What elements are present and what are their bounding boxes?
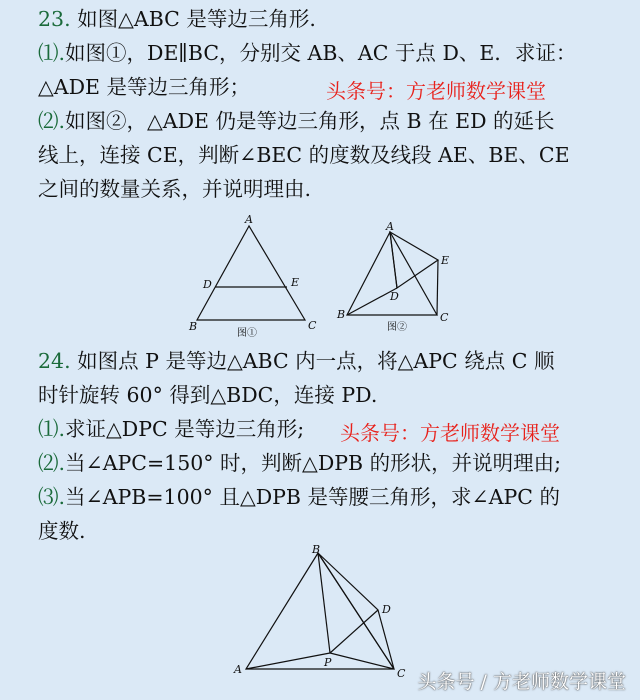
q24-label-c: C	[397, 667, 406, 680]
q23-part2-text3: 之间的数量关系，并说明理由.	[38, 177, 312, 201]
fig1-label-c: C	[308, 319, 317, 332]
footer-watermark: 头条号 / 方老师数学课堂	[417, 671, 626, 693]
q23-part1-line1	[38, 38, 628, 68]
q24-label-a: A	[234, 663, 242, 676]
fig1-label-a: A	[245, 213, 253, 226]
q23-part2-text2: 线上，连接 CE，判断∠BEC 的度数及线段 AE、BE、CE	[38, 143, 570, 167]
q23-part2-number: ⑵.	[38, 109, 66, 133]
fig2-segment-ce	[437, 260, 438, 315]
q24-text1: 如图点 P 是等边△ABC 内一点，将△APC 绕点 C 顺	[77, 349, 555, 373]
q24-label-d: D	[382, 603, 391, 616]
q24-part1-number: ⑴.	[38, 417, 66, 441]
q23-part2-text1: 如图②，△ADE 仍是等边三角形，点 B 在 ED 的延长	[65, 109, 555, 133]
fig1-caption: 图①	[237, 328, 257, 339]
q23-figure-2	[335, 220, 465, 350]
q24-part2-text: 当∠APC=150° 时，判断△DPB 的形状，并说明理由;	[65, 451, 562, 475]
q23-title: 如图△ABC 是等边三角形.	[77, 7, 316, 31]
q23-watermark: 头条号：方老师数学课堂	[326, 79, 546, 103]
q24-part3-text1: 当∠APB=100° 且△DPB 是等腰三角形，求∠APC 的	[65, 485, 560, 509]
q23-figure-1	[180, 210, 330, 340]
fig2-caption: 图②	[387, 322, 407, 333]
q24-part3-line2	[38, 516, 628, 546]
q24-segment-pd	[330, 610, 378, 653]
fig2-label-b: B	[337, 308, 346, 321]
fig2-label-c: C	[440, 311, 449, 324]
q23-part1-text1: 如图①，DE∥BC，分别交 AB、AC 于点 D、E．求证：	[65, 41, 577, 65]
q23-part2-line2	[38, 140, 628, 170]
fig2-label-a: A	[386, 220, 394, 233]
q24-label-p: P	[324, 656, 332, 669]
fig1-label-b: B	[189, 320, 198, 333]
fig1-label-e: E	[291, 276, 300, 289]
q23-title-line	[38, 4, 628, 34]
q24-part3-text2: 度数.	[38, 519, 86, 543]
q24-part1-text: 求证△DPC 是等边三角形;	[65, 417, 305, 441]
q24-part2-line	[38, 448, 628, 478]
q24-part3-number: ⑶.	[38, 485, 66, 509]
q23-part1-text2: △ADE 是等边三角形；	[38, 75, 250, 99]
fig2-triangle-ade	[390, 232, 438, 288]
q24-segment-ap	[246, 653, 330, 669]
q23-part2-line1	[38, 106, 628, 136]
q24-number: 24.	[38, 349, 71, 373]
q24-line1	[38, 346, 628, 376]
q23-part2-line3	[38, 174, 628, 204]
q24-figure	[230, 545, 430, 695]
fig1-triangle-abc	[197, 226, 305, 320]
q24-label-b: B	[312, 543, 321, 556]
q24-part2-number: ⑵.	[38, 451, 66, 475]
q24-watermark: 头条号：方老师数学课堂	[340, 421, 560, 445]
fig1-label-d: D	[203, 278, 212, 291]
q23-part1-number: ⑴.	[38, 41, 66, 65]
q24-part3-line1	[38, 482, 628, 512]
q24-line2	[38, 380, 628, 410]
fig2-label-d: D	[390, 290, 399, 303]
fig2-segment-ad	[390, 232, 397, 288]
fig2-label-e: E	[441, 254, 450, 267]
q24-text2: 时针旋转 60° 得到△BDC，连接 PD.	[38, 383, 378, 407]
q23-number: 23.	[38, 7, 71, 31]
